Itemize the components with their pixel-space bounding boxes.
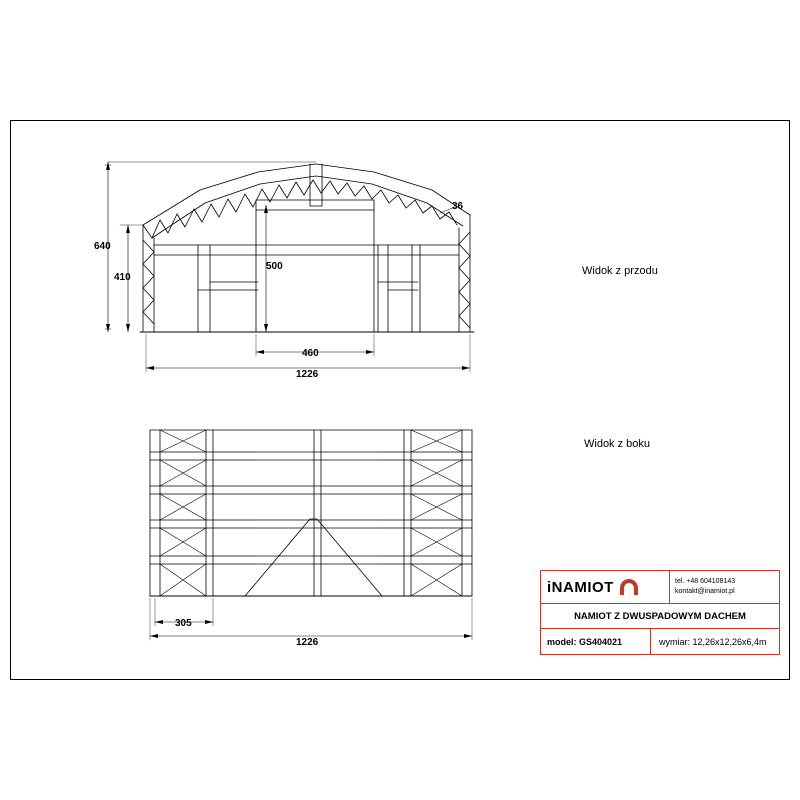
dim-height-total: 640 <box>94 241 111 252</box>
contact-info <box>669 571 779 603</box>
size-label: wymiar: 12,26x12,26x6,4m <box>659 636 767 647</box>
side-view-label: Widok z boku <box>584 438 651 450</box>
dim-bay-width: 305 <box>175 618 192 629</box>
title-block <box>540 570 780 655</box>
front-view-label: Widok z przodu <box>582 265 658 277</box>
title-block-footer <box>541 629 779 654</box>
brand-logo <box>541 578 669 596</box>
brand-name: iNAMIOT <box>547 578 614 596</box>
dim-door-height: 500 <box>266 261 283 272</box>
dim-total-width: 1226 <box>296 369 319 380</box>
title-block-header <box>541 571 779 604</box>
dim-height-wall: 410 <box>114 272 131 283</box>
contact-phone: tel. +48 604108143 <box>675 578 736 585</box>
dim-door-width: 460 <box>302 348 319 359</box>
dim-eave-detail: 36 <box>452 201 464 212</box>
contact-email: kontakt@inamiot.pl <box>675 588 735 595</box>
model-label: model: GS404021 <box>541 629 651 654</box>
product-title: NAMIOT Z DWUSPADOWYM DACHEM <box>541 604 779 629</box>
dim-total-length: 1226 <box>296 637 319 648</box>
tent-arch-icon <box>618 578 640 596</box>
